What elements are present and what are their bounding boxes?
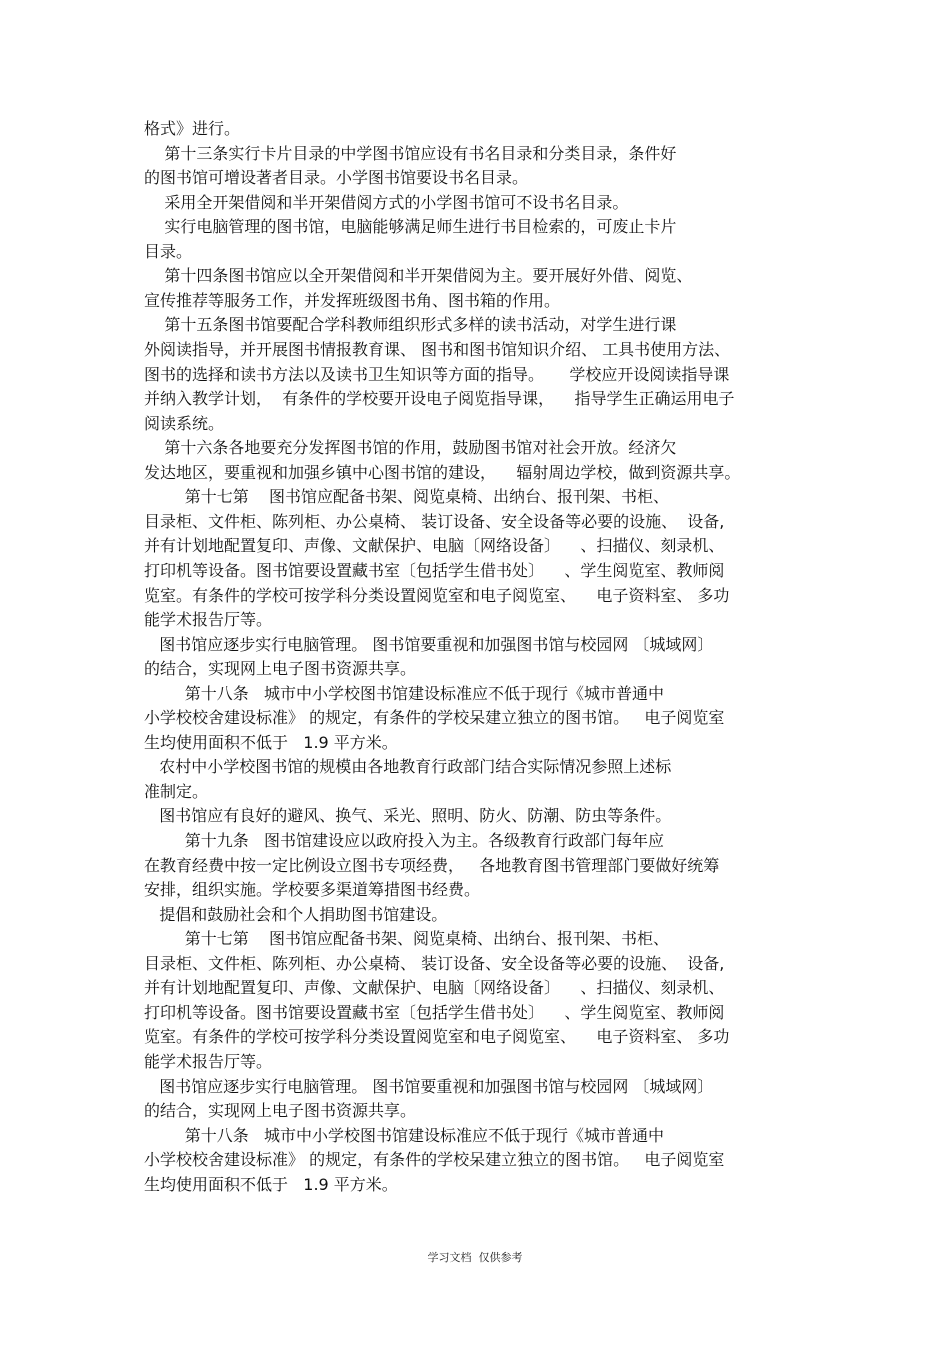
text-line: 览室。有条件的学校可按学科分类设置阅览室和电子阅览室、 电子资料室、 多功 <box>144 585 730 605</box>
text-line: 生均使用面积不低于 1.9 平方米。 <box>144 1174 398 1194</box>
text-line: 第十四条图书馆应以全开架借阅和半开架借阅为主。要开展好外借、阅览、 <box>144 266 693 286</box>
text-line: 的结合，实现网上电子图书资源共享。 <box>144 659 417 679</box>
text-line: 小学校校舍建设标准》 的规定，有条件的学校呆建立独立的图书馆。 电子阅览室 <box>144 708 725 728</box>
text-line: 第十八条 城市中小学校图书馆建设标准应不低于现行《城市普通中 <box>144 1125 664 1145</box>
text-line: 发达地区，要重视和加强乡镇中心图书馆的建设， 辐射周边学校，做到资源共享。 <box>144 462 741 482</box>
text-line: 的结合，实现网上电子图书资源共享。 <box>144 1101 417 1120</box>
text-line: 览室。有条件的学校可按学科分类设置阅览室和电子阅览室、 电子资料室、 多功 <box>144 1027 730 1047</box>
text-line: 的图书馆可增设著者目录。小学图书馆要设书名目录。 <box>144 168 529 188</box>
text-line: 打印机等设备。图书馆要设置藏书室〔包括学生借书处〕 、学生阅览室、教师阅 <box>144 1002 725 1022</box>
text-line: 并有计划地配置复印、声像、文献保护、电脑〔网络设备〕 、扫描仪、刻录机、 <box>144 536 725 556</box>
text-line: 图书馆应有良好的避风、换气、采光、照明、防火、防潮、防虫等条件。 <box>144 806 672 826</box>
text-line: 安排，组织实施。学校要多渠道筹措图书经费。 <box>144 880 481 900</box>
text-line: 第十八条 城市中小学校图书馆建设标准应不低于现行《城市普通中 <box>144 683 664 703</box>
text-line: 并纳入教学计划， 有条件的学校要开设电子阅览指导课， 指导学生正确运用电子 <box>144 389 735 409</box>
text-line: 格式》进行。 <box>144 119 241 138</box>
text-line: 第十五条图书馆要配合学科教师组织形式多样的读书活动，对学生进行课 <box>144 315 677 335</box>
text-line: 提倡和鼓励社会和个人捐助图书馆建设。 <box>144 904 448 924</box>
text-line: 宣传推荐等服务工作，并发挥班级图书角、图书箱的作用。 <box>144 290 561 310</box>
text-line: 外阅读指导，并开展图书情报教育课、 图书和图书馆知识介绍、 工具书使用方法、 <box>144 340 731 359</box>
text-line: 第十七第 图书馆应配备书架、阅览桌椅、出纳台、报刊架、书柜、 <box>144 929 670 949</box>
text-line: 图书馆应逐步实行电脑管理。 图书馆要重视和加强图书馆与校园网 〔城域网〕 <box>144 1076 714 1096</box>
text-line: 目录柜、文件柜、陈列柜、办公桌椅、 装订设备、安全设备等必要的设施、 设备, <box>144 953 725 973</box>
text-line: 小学校校舍建设标准》 的规定，有条件的学校呆建立独立的图书馆。 电子阅览室 <box>144 1150 725 1170</box>
text-line: 第十六条各地要充分发挥图书馆的作用，鼓励图书馆对社会开放。经济欠 <box>144 438 677 458</box>
text-line: 阅读系统。 <box>144 413 225 433</box>
text-line: 农村中小学校图书馆的规模由各地教育行政部门结合实际情况参照上述标 <box>144 757 672 777</box>
text-line: 准制定。 <box>144 781 209 801</box>
text-line: 目录。 <box>144 241 193 261</box>
text-line: 能学术报告厅等。 <box>144 610 273 629</box>
text-line: 生均使用面积不低于 1.9 平方米。 <box>144 732 398 752</box>
page-footer: 学习文档 仅供参考 <box>427 1251 523 1264</box>
text-line: 在教育经费中按一定比例设立图书专项经费， 各地教育图书管理部门要做好统筹 <box>144 855 720 875</box>
text-line: 采用全开架借阅和半开架借阅方式的小学图书馆可不设书名目录。 <box>144 192 629 212</box>
text-line: 能学术报告厅等。 <box>144 1051 273 1071</box>
text-line: 并有计划地配置复印、声像、文献保护、电脑〔网络设备〕 、扫描仪、刻录机、 <box>144 978 725 998</box>
text-line: 目录柜、文件柜、陈列柜、办公桌椅、 装订设备、安全设备等必要的设施、 设备, <box>144 511 725 531</box>
text-line: 图书馆应逐步实行电脑管理。 图书馆要重视和加强图书馆与校园网 〔城域网〕 <box>144 634 714 654</box>
text-line: 图书的选择和读书方法以及读书卫生知识等方面的指导。 学校应开设阅读指导课 <box>144 364 730 384</box>
text-line: 第十三条实行卡片目录的中学图书馆应设有书名目录和分类目录，条件好 <box>144 143 677 163</box>
text-line: 打印机等设备。图书馆要设置藏书室〔包括学生借书处〕 、学生阅览室、教师阅 <box>144 560 725 580</box>
text-line: 实行电脑管理的图书馆，电脑能够满足师生进行书目检索的，可废止卡片 <box>144 217 677 237</box>
text-line: 第十九条 图书馆建设应以政府投入为主。各级教育行政部门每年应 <box>144 831 664 850</box>
text-line: 第十七第 图书馆应配备书架、阅览桌椅、出纳台、报刊架、书柜、 <box>144 487 670 507</box>
